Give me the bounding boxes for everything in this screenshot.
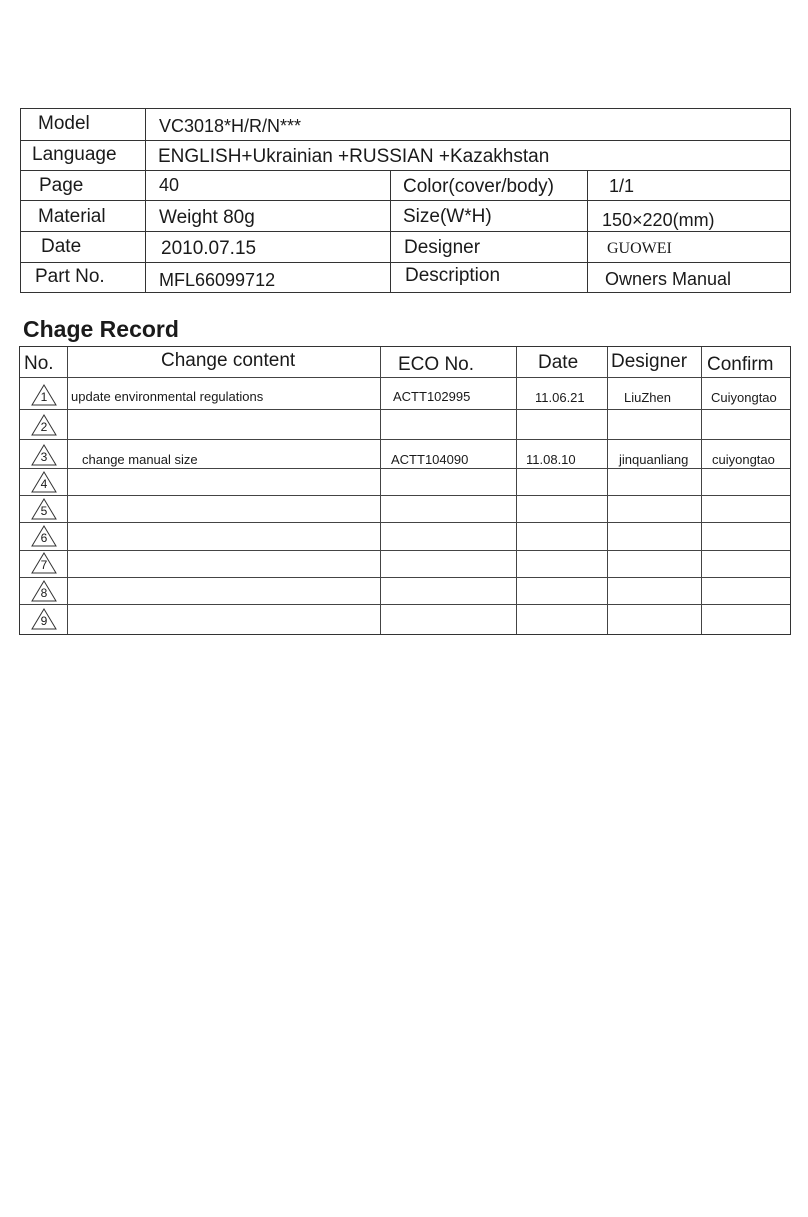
color-value: 1/1: [609, 176, 635, 196]
header-change-content: Change content: [161, 350, 296, 371]
spec-table: [20, 108, 791, 293]
language-label: Language: [32, 144, 117, 165]
part-no-label: Part No.: [35, 266, 105, 287]
row-eco-no: ACTT104090: [391, 452, 469, 467]
row-date: 11.06.21: [535, 390, 585, 405]
revision-triangle-icon: [31, 608, 57, 630]
header-eco-no: ECO No.: [398, 354, 475, 375]
spec-row-divider: [21, 170, 790, 171]
page-value: 40: [159, 175, 180, 195]
description-value: Owners Manual: [605, 269, 732, 289]
revision-number: 9: [40, 614, 48, 628]
part-no-value: MFL66099712: [159, 270, 276, 290]
header-date: Date: [538, 352, 579, 373]
size-value: 150×220(mm): [602, 210, 715, 230]
row-designer: jinquanliang: [619, 452, 689, 467]
description-label: Description: [405, 265, 501, 286]
language-value: ENGLISH+Ukrainian +RUSSIAN +Kazakhstan: [158, 146, 550, 167]
header-designer: Designer: [611, 351, 688, 372]
revision-triangle-icon: [31, 552, 57, 574]
revision-number: 1: [40, 390, 48, 404]
revision-triangle-icon: [31, 580, 57, 602]
material-value: Weight 80g: [159, 207, 255, 228]
spec-row-divider: [21, 231, 790, 232]
date-label: Date: [41, 236, 82, 257]
size-label: Size(W*H): [403, 206, 492, 227]
revision-number: 8: [40, 586, 48, 600]
designer-label: Designer: [404, 237, 481, 258]
model-value: VC3018*H/R/N***: [159, 116, 302, 136]
spec-row-divider: [21, 262, 790, 263]
spec-col-divider: [587, 170, 588, 292]
revision-triangle-icon: [31, 471, 57, 493]
page-label: Page: [39, 175, 84, 196]
row-divider: [20, 409, 790, 410]
date-value: 2010.07.15: [161, 238, 257, 259]
row-change-content: update environmental regulations: [71, 389, 264, 404]
row-divider: [20, 522, 790, 523]
row-divider: [20, 604, 790, 605]
col-divider: [701, 347, 702, 634]
row-eco-no: ACTT102995: [393, 389, 471, 404]
revision-number: 5: [40, 504, 48, 518]
revision-number: 3: [40, 450, 48, 464]
revision-number: 2: [40, 420, 48, 434]
row-divider: [20, 495, 790, 496]
model-label: Model: [38, 113, 90, 134]
spec-row-divider: [21, 140, 790, 141]
row-divider: [20, 439, 790, 440]
change-record-title: Chage Record: [23, 316, 179, 342]
header-confirm: Confirm: [707, 354, 774, 375]
spec-row-divider: [21, 200, 790, 201]
revision-number: 4: [40, 477, 48, 491]
material-label: Material: [38, 206, 106, 227]
col-divider: [67, 347, 68, 634]
row-designer: LiuZhen: [624, 390, 671, 405]
row-date: 11.08.10: [526, 452, 576, 467]
row-divider: [20, 550, 790, 551]
revision-triangle-icon: [31, 525, 57, 547]
revision-triangle-icon: [31, 384, 57, 406]
change-record-table: [19, 346, 791, 635]
col-divider: [607, 347, 608, 634]
row-confirm: Cuiyongtao: [711, 390, 777, 405]
row-divider: [20, 468, 790, 469]
color-label: Color(cover/body): [403, 176, 554, 197]
row-confirm: cuiyongtao: [712, 452, 775, 467]
revision-triangle-icon: [31, 414, 57, 436]
revision-triangle-icon: [31, 498, 57, 520]
row-divider: [20, 577, 790, 578]
header-no: No.: [24, 353, 54, 374]
revision-number: 6: [40, 531, 48, 545]
spec-col-divider: [390, 170, 391, 292]
row-change-content: change manual size: [82, 452, 198, 467]
designer-value: GUOWEI: [607, 240, 672, 257]
revision-triangle-icon: [31, 444, 57, 466]
col-divider: [516, 347, 517, 634]
row-divider: [20, 377, 790, 378]
spec-col-divider: [145, 109, 146, 292]
revision-number: 7: [40, 558, 48, 572]
col-divider: [380, 347, 381, 634]
